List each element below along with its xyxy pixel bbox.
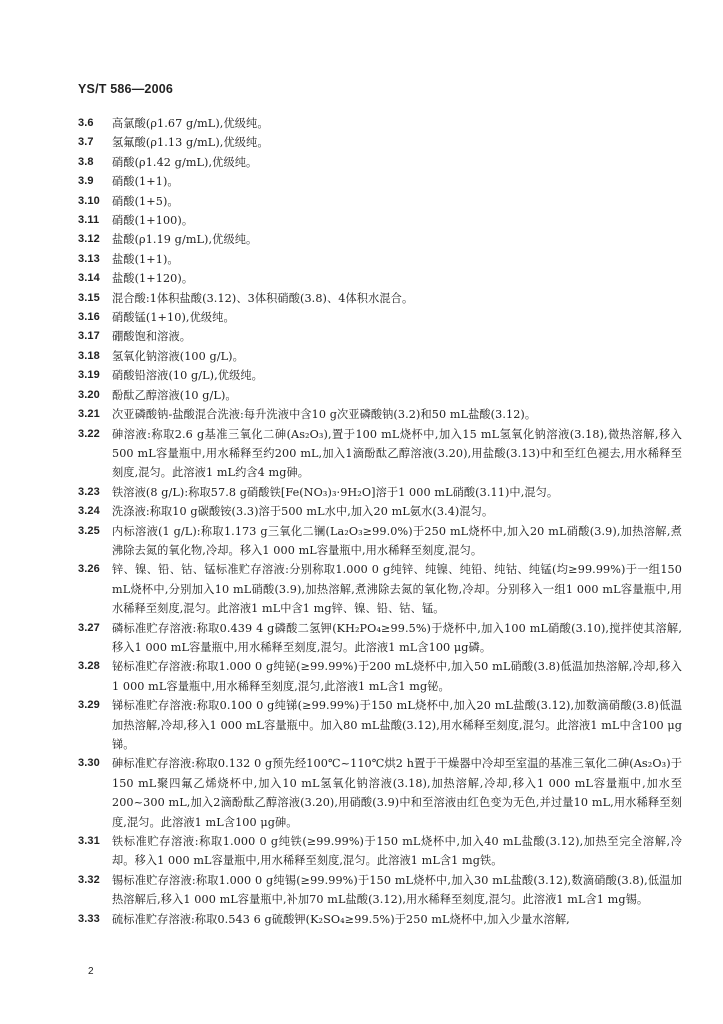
item-number: 3.6 (78, 117, 94, 129)
list-item (78, 754, 682, 832)
list-item (78, 172, 682, 191)
item-text: 次亚磷酸钠-盐酸混合洗液:每升洗液中含10 g次亚磷酸钠(3.2)和50 mL盐酸(3.12)。 (112, 408, 537, 422)
item-text: 硼酸饱和溶液。 (112, 330, 192, 344)
list-item (78, 483, 682, 502)
item-text: 内标溶液(1 g/L):称取1.173 g三氧化二镧(La₂O₃≥99.0%)于250 mL烧杯中,加入20 mL硝酸(3.9),加热溶解,煮沸除去氮的氧化物,冷却。移入1 000 mL容量瓶中,用水稀释至刻度,混匀。 (112, 524, 682, 557)
item-text: 硝酸(1+100)。 (112, 214, 194, 228)
item-text: 铁溶液(8 g/L):称取57.8 g硝酸铁[Fe(NO₃)₃·9H₂O]溶于1 000 mL硝酸(3.11)中,混匀。 (112, 485, 559, 499)
list-item (78, 405, 682, 424)
item-text: 硫标准贮存溶液:称取0.543 6 g硫酸钾(K₂SO₄≥99.5%)于250 mL烧杯中,加入少量水溶解, (112, 912, 570, 926)
item-text: 高氯酸(ρ1.67 g/mL),优级纯。 (112, 117, 269, 130)
item-text: 砷溶液:称取2.6 g基准三氧化二砷(As₂O₃),置于100 mL烧杯中,加入15 mL氢氧化钠溶液(3.18),微热溶解,移入500 mL容量瓶中,用水稀释至约200 mL,加入1滴酚酞乙醇溶液(3.20),用盐酸(3.13)中和至红色褪去,用水稀释至刻度,混匀。此溶液1 mL约含4 mg砷。 (112, 427, 682, 480)
list-item (78, 366, 682, 385)
item-text: 盐酸(ρ1.19 g/mL),优级纯。 (112, 233, 258, 247)
item-number: 3.10 (78, 194, 100, 207)
item-number: 3.9 (78, 175, 94, 188)
list-item (78, 502, 682, 521)
document-code: YS/T 586—2006 (78, 82, 174, 96)
item-number: 3.32 (78, 873, 100, 886)
item-number: 3.29 (78, 699, 100, 712)
item-text: 盐酸(1+1)。 (112, 252, 179, 266)
item-text: 磷标准贮存溶液:称取0.439 4 g磷酸二氢钾(KH₂PO₄≥99.5%)于烧杯中,加入100 mL硝酸(3.10),搅拌使其溶解,移入1 000 mL容量瓶中,用水稀释至刻度,混匀。此溶液1 mL含100 μg磷。 (112, 621, 682, 654)
list-item (78, 327, 682, 346)
item-number: 3.15 (78, 291, 100, 304)
item-text: 硝酸(1+1)。 (112, 175, 179, 189)
item-number: 3.19 (78, 369, 100, 382)
list-item (78, 386, 682, 405)
item-number: 3.11 (78, 214, 100, 227)
item-number: 3.16 (78, 311, 100, 324)
item-text: 铋标准贮存溶液:称取1.000 0 g纯铋(≥99.99%)于200 mL烧杯中,加入50 mL硝酸(3.8)低温加热溶解,冷却,移入1 000 mL容量瓶中,用水稀释至刻度,混匀,此溶液1 mL含1 mg铋。 (112, 660, 682, 693)
list-item (78, 871, 682, 910)
item-text: 锡标准贮存溶液:称取1.000 0 g纯锡(≥99.99%)于150 mL烧杯中,加入30 mL盐酸(3.12),数滴硝酸(3.8),低温加热溶解后,移入1 000 mL容量瓶中,补加70 mL盐酸(3.12),用水稀释至刻度,混匀。此溶液1 mL含1 mg锡。 (112, 873, 682, 907)
item-number: 3.18 (78, 349, 100, 362)
list-item (78, 269, 682, 288)
reagent-list (78, 114, 682, 929)
list-item (78, 696, 682, 754)
list-item (78, 522, 682, 561)
item-number: 3.23 (78, 485, 100, 498)
item-text: 砷标准贮存溶液:称取0.132 0 g预先经100℃~110℃烘2 h置于干燥器中冷却至室温的基准三氧化二砷(As₂O₃)于150 mL聚四氟乙烯烧杯中,加入10 mL氢氧化钠溶液(3.18),加热溶解,冷却,移入1 000 mL容量瓶中,加水至200~300 mL,加入2滴酚酞乙醇溶液(3.20),用硝酸(3.9)中和至溶液由红色变为无色,并过量10 mL,用水稀释至刻度,混匀。此溶液1 mL含100 μg砷。 (112, 757, 682, 829)
list-item (78, 308, 682, 327)
item-text: 混合酸:1体积盐酸(3.12)、3体积硝酸(3.8)、4体积水混合。 (112, 291, 414, 305)
item-text: 硝酸(1+5)。 (112, 194, 179, 208)
item-text: 铁标准贮存溶液:称取1.000 0 g纯铁(≥99.99%)于150 mL烧杯中,加入40 mL盐酸(3.12),加热至完全溶解,冷却。移入1 000 mL容量瓶中,用水稀释至刻度,混匀。此溶液1 mL含1 mg铁。 (112, 835, 682, 868)
item-text: 氢氧化钠溶液(100 g/L)。 (112, 349, 244, 363)
item-number: 3.28 (78, 660, 100, 673)
item-number: 3.25 (78, 524, 100, 537)
item-text: 硝酸铅溶液(10 g/L),优级纯。 (112, 369, 263, 383)
list-item (78, 560, 682, 618)
list-item (78, 347, 682, 366)
item-number: 3.27 (78, 621, 100, 634)
list-item (78, 832, 682, 871)
item-number: 3.8 (78, 155, 94, 168)
item-text: 洗涤液:称取10 g碳酸铵(3.3)溶于500 mL水中,加入20 mL氨水(3.4)混匀。 (112, 505, 494, 519)
item-number: 3.17 (78, 330, 100, 343)
list-item (78, 910, 682, 929)
list-item (78, 619, 682, 658)
item-number: 3.13 (78, 252, 100, 265)
list-item (78, 211, 682, 230)
list-item (78, 657, 682, 696)
item-number: 3.21 (78, 408, 100, 421)
item-text: 硝酸(ρ1.42 g/mL),优级纯。 (112, 155, 258, 169)
list-item (78, 425, 682, 483)
item-number: 3.26 (78, 563, 100, 576)
item-text: 锑标准贮存溶液:称取0.100 0 g纯锑(≥99.99%)于150 mL烧杯中,加入20 mL盐酸(3.12),加数滴硝酸(3.8)低温加热溶解,冷却,移入1 000 mL容量瓶中。加入80 mL盐酸(3.12),用水稀释至刻度,混匀。此溶液1 mL中含100 μg锑。 (112, 699, 682, 751)
item-text: 锌、镍、铅、钴、锰标准贮存溶液:分别称取1.000 0 g纯锌、纯镍、纯铅、纯钴、纯锰(均≥99.99%)于一组150 mL烧杯中,分别加入10 mL硝酸(3.9),加热溶解,煮沸除去氮的氧化物,冷却。分别移入一组1 000 mL容量瓶中,用水稀释至刻度,混匀。此溶液1 mL中含1 mg锌、镍、铅、钴、锰。 (112, 563, 682, 616)
item-number: 3.31 (78, 835, 100, 848)
list-item (78, 192, 682, 211)
list-item (78, 133, 682, 152)
list-item (78, 153, 682, 172)
item-text: 硝酸锰(1+10),优级纯。 (112, 311, 235, 325)
list-item (78, 114, 682, 133)
item-number: 3.7 (78, 136, 94, 149)
item-number: 3.22 (78, 427, 100, 440)
item-number: 3.20 (78, 388, 100, 401)
item-text: 盐酸(1+120)。 (112, 272, 194, 286)
item-number: 3.14 (78, 272, 100, 285)
list-item (78, 230, 682, 249)
item-text: 酚酞乙醇溶液(10 g/L)。 (112, 388, 237, 402)
page-number: 2 (88, 966, 94, 977)
item-number: 3.12 (78, 233, 100, 246)
list-item (78, 250, 682, 269)
item-number: 3.33 (78, 912, 100, 925)
item-text: 氢氟酸(ρ1.13 g/mL),优级纯。 (112, 136, 269, 150)
list-item (78, 289, 682, 308)
item-number: 3.24 (78, 505, 100, 518)
item-number: 3.30 (78, 757, 100, 770)
